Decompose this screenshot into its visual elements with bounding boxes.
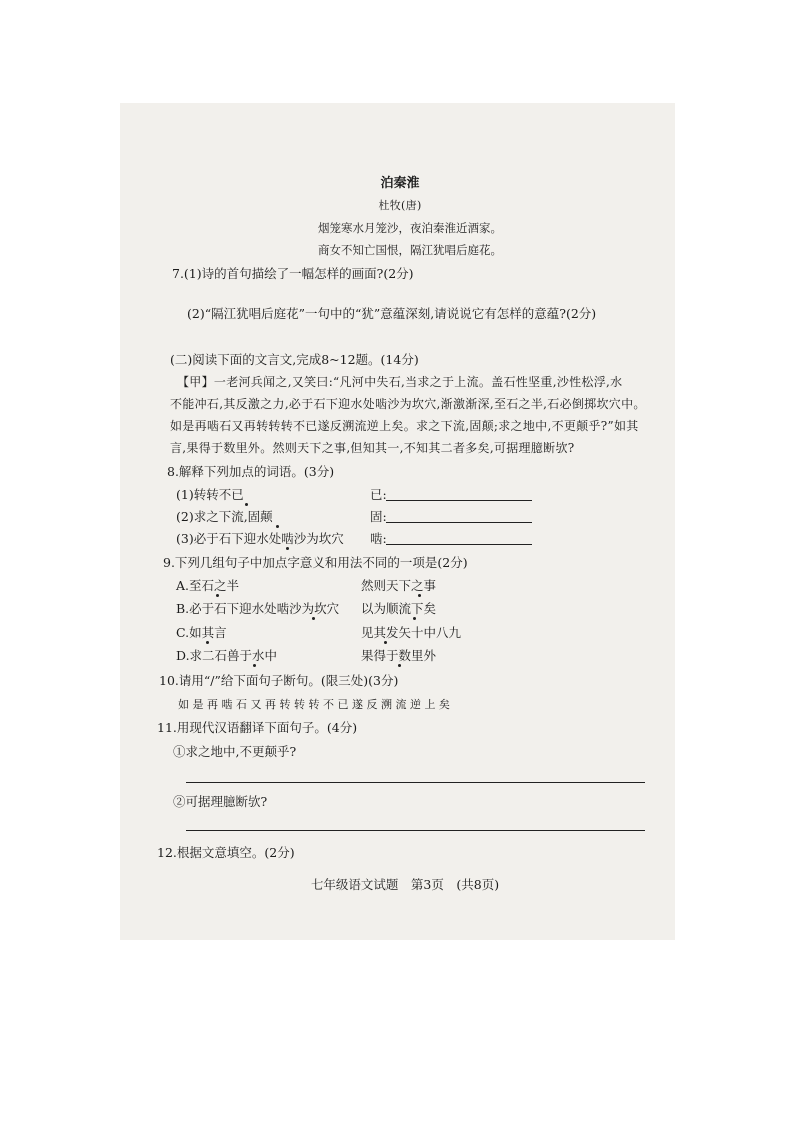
q8-answer-blank-1[interactable] xyxy=(386,500,532,501)
section-2-heading: (二)阅读下面的文言文,完成8~12题。(14分) xyxy=(170,352,419,367)
passage-line-4: 言,果得于数里外。然则天下之事,但知其一,不知其二者多矣,可据理臆断欤? xyxy=(170,441,575,455)
question-7-part-2: (2)“隔江犹唱后庭花”一句中的“犹”意蕴深刻,请说说它有怎样的意蕴?(2分) xyxy=(187,306,597,321)
q9-option-d-right: 果得于数里外 xyxy=(361,648,437,663)
emphasis-dot xyxy=(253,664,256,667)
q8-item-1-label: 已: xyxy=(370,487,387,502)
q8-answer-blank-3[interactable] xyxy=(386,544,532,545)
q9-option-b-left: B.必于石下迎水处啮沙为坎穴 xyxy=(176,601,340,616)
passage-line-3: 如是再啮石又再转转转不已遂反溯流逆上矣。求之下流,固颠;求之地中,不更颠乎?”如其 xyxy=(170,419,639,433)
q8-answer-blank-2[interactable] xyxy=(386,522,532,523)
q11-answer-line-1[interactable] xyxy=(186,782,645,783)
q9-option-c-right: 见其发矢十中八九 xyxy=(361,625,462,640)
q9-option-b-right: 以为顺流下矣 xyxy=(361,601,437,616)
emphasis-dot xyxy=(384,641,387,644)
question-8-title: 8.解释下列加点的词语。(3分) xyxy=(167,464,335,479)
passage-line-1: 【甲】一老河兵闻之,又笑曰:“凡河中失石,当求之于上流。盖石性坚重,沙性松浮,水 xyxy=(177,375,623,389)
emphasis-dot xyxy=(418,594,421,597)
emphasis-dot xyxy=(245,503,248,506)
q9-option-a-right: 然则天下之事 xyxy=(361,578,437,593)
question-7-part-1: 7.(1)诗的首句描绘了一幅怎样的画面?(2分) xyxy=(172,266,414,281)
emphasis-dot xyxy=(206,641,209,644)
poem-title: 泊秦淮 xyxy=(380,176,420,191)
emphasis-dot xyxy=(398,664,401,667)
question-10-title: 10.请用“/”给下面句子断句。(限三处)(3分) xyxy=(159,673,399,688)
q11-sentence-1: ①求之地中,不更颠乎? xyxy=(173,744,297,759)
q8-item-1-text: (1)转转不已 xyxy=(176,487,244,502)
q9-option-d-left: D.求二石兽于水中 xyxy=(176,648,278,663)
q8-item-3-label: 啮: xyxy=(370,531,387,546)
question-12-title: 12.根据文意填空。(2分) xyxy=(157,845,295,860)
emphasis-dot xyxy=(216,594,219,597)
question-9-title: 9.下列几组句子中加点字意义和用法不同的一项是(2分) xyxy=(163,555,468,570)
emphasis-dot xyxy=(286,547,289,550)
poem-line-2: 商女不知亡国恨，隔江犹唱后庭花。 xyxy=(318,243,502,257)
q9-option-c-left: C.如其言 xyxy=(176,625,227,640)
q11-answer-line-2[interactable] xyxy=(186,830,645,831)
passage-line-2: 不能冲石,其反激之力,必于石下迎水处啮沙为坎穴,渐激渐深,至石之半,石必倒掷坎穴中。 xyxy=(170,397,646,411)
page-footer: 七年级语文试题 第3页 (共8页) xyxy=(310,877,500,892)
q10-sentence: 如 是 再 啮 石 又 再 转 转 转 不 已 遂 反 溯 流 逆 上 矣 xyxy=(178,698,450,711)
poem-author: 杜牧(唐) xyxy=(378,199,422,212)
q11-sentence-2: ②可据理臆断欤? xyxy=(173,794,268,809)
q9-option-a-left: A.至石之半 xyxy=(176,578,240,593)
poem-line-1: 烟笼寒水月笼沙，夜泊秦淮近酒家。 xyxy=(318,221,502,235)
q8-item-2-text: (2)求之下流,固颠 xyxy=(176,509,273,524)
question-11-title: 11.用现代汉语翻译下面句子。(4分) xyxy=(157,720,358,735)
emphasis-dot xyxy=(276,525,279,528)
emphasis-dot xyxy=(413,617,416,620)
q8-item-2-label: 固: xyxy=(370,509,387,524)
emphasis-dot xyxy=(312,617,315,620)
q8-item-3-text: (3)必于石下迎水处啮沙为坎穴 xyxy=(176,531,344,546)
